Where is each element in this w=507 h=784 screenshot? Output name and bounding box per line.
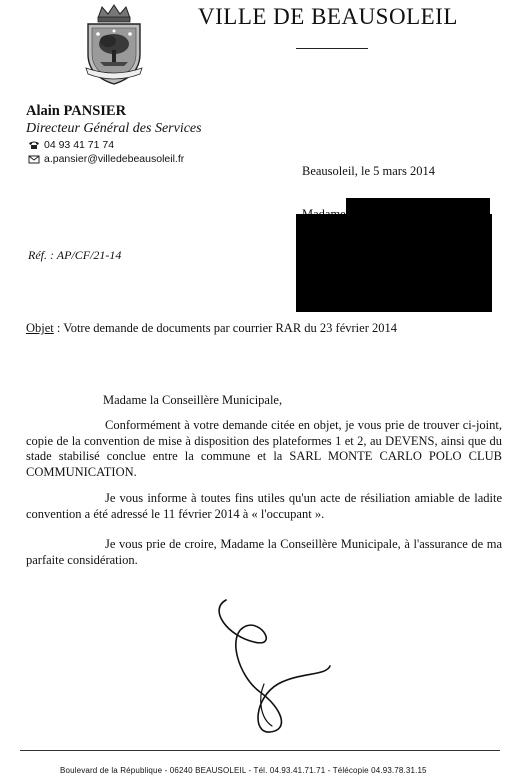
town-title: VILLE DE BEAUSOLEIL <box>198 4 458 29</box>
sender-name: Alain PANSIER <box>26 103 127 119</box>
reference: Réf. : AP/CF/21-14 <box>28 248 122 262</box>
sender-email-row <box>28 153 184 165</box>
redacted-recipient-address <box>296 214 492 312</box>
sender-phone: 04 93 41 71 74 <box>44 139 115 151</box>
body-paragraph-2: Je vous informe à toutes fins utiles qu'un acte de résiliation amiable de ladite convention a été adressé le 11 février 2014 à « l'occupant ». <box>26 491 502 521</box>
title-underline <box>296 48 368 49</box>
signature <box>198 580 358 740</box>
place-date: Beausoleil, le 5 mars 2014 <box>302 164 435 178</box>
signature-icon <box>198 580 358 740</box>
subject-label: Objet <box>26 321 54 335</box>
sender-phone-row <box>28 139 114 151</box>
footer-rule <box>20 750 500 751</box>
crest-icon <box>78 4 150 88</box>
sender-email[interactable]: a.pansier@villedebeausoleil.fr <box>44 153 185 165</box>
town-crest <box>78 4 150 88</box>
footer-address: Boulevard de la République - 06240 BEAUSOLEIL - Tél. 04.93.41.71.71 - Télécopie 04.93.78.31.15 <box>60 766 427 775</box>
subject-text: : Votre demande de documents par courrier RAR du 23 février 2014 <box>53 321 397 335</box>
phone-icon <box>28 140 40 150</box>
sender-role: Directeur Général des Services <box>26 121 202 136</box>
salutation: Madame la Conseillère Municipale, <box>103 393 283 407</box>
body-paragraph-1: Conformément à votre demande citée en objet, je vous prie de trouver ci-joint, copie de la convention de mise à disposition des plateformes 1 et 2, au DEVENS, ainsi que du stade stabilisé conclue entre la commune et la SARL MONTE CARLO POLO CLUB COMMUNICATION. <box>26 418 502 479</box>
subject-line <box>26 321 397 336</box>
mail-icon <box>28 154 40 164</box>
body-paragraph-3: Je vous prie de croire, Madame la Conseillère Municipale, à l'assurance de ma parfaite considération. <box>26 537 502 567</box>
